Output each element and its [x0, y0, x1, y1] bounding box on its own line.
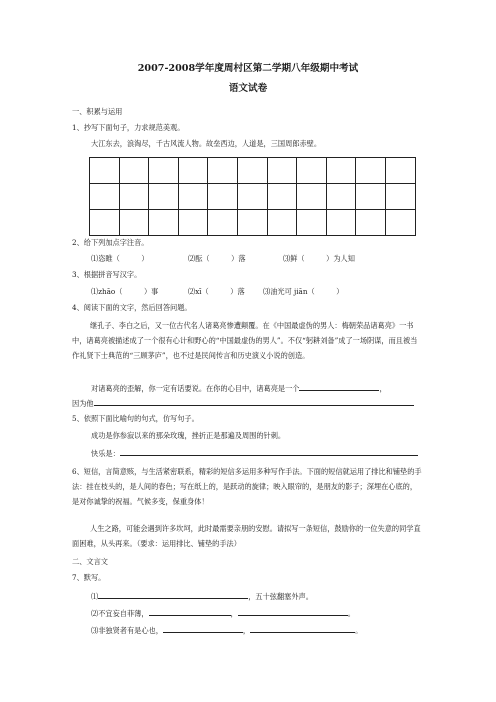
exam-title: 2007-2008学年度周村区第二学期八年级期中考试: [137, 63, 359, 74]
q5-fill: [91, 448, 418, 458]
q3-prompt: 3、根据拼音写汉字。: [72, 270, 142, 279]
q7-line-3: [91, 625, 362, 635]
q4-because: [72, 398, 414, 408]
copy-grid-cell[interactable]: [385, 210, 415, 236]
q2-item-3: ⑶鲜（ ）为人知: [283, 254, 355, 263]
copy-grid-cell[interactable]: [267, 210, 297, 236]
copy-grid-cell[interactable]: [385, 158, 415, 184]
q3-item-1: ⑴zhāo（ ）事: [91, 287, 159, 296]
copy-grid-row: [90, 184, 416, 210]
q7-line-1: [91, 591, 313, 601]
copy-grid-cell[interactable]: [119, 184, 149, 210]
q6-prompt: 6、短信，言简意赅，与生活紧密联系，精彩的短信多运用多种写作手法。下面的短信就运用了排比和铺垫的手法：挂在枝头的，是人间的春色；写在纸上的，是跃动的旋律；映入眼帘的，是朋友的影子；深埋在心底的，是对你诚挚的祝福。气候多变，保重身体！: [72, 467, 422, 506]
q7-line-3-start: ⑶非独贤者有是心也，: [91, 626, 163, 635]
q7-blank-1[interactable]: [98, 591, 248, 599]
q5-example: 成功是你参寂以来的那朵玫瑰，挫折正是那遍及周围的针刺。: [91, 431, 286, 440]
q2-item-2: ⑵酝（ ）落: [188, 254, 246, 263]
q7-line-2: [91, 608, 355, 618]
q4-question-text: 对诸葛亮的歪解，你一定有话要说。在你的心目中，诸葛亮是一个: [91, 384, 300, 393]
q5-fill-label: 快乐是：: [91, 449, 120, 458]
q7-line-2-period: 。: [347, 609, 355, 618]
copy-grid-cell[interactable]: [237, 184, 267, 210]
copy-grid-cell[interactable]: [90, 158, 120, 184]
copy-grid-row: [90, 158, 416, 184]
exam-subtitle: 语文试卷: [228, 83, 268, 94]
copy-grid-cell[interactable]: [178, 158, 208, 184]
q7-line-1-num: ⑴: [91, 592, 99, 601]
q4-because-text: 因为他: [72, 399, 94, 408]
q7-line-2-start: ⑵不宜妄自菲薄，: [91, 609, 149, 618]
q7-line-1-end: ，五十弦翻塞外声。: [248, 592, 313, 601]
q7-line-2-comma: ，: [230, 609, 238, 618]
q1-prompt: 1、抄写下面句子，力求规范美观。: [72, 123, 185, 132]
q3-item-3: ⑶油光可 jiān（ ）: [263, 287, 344, 296]
section-heading-2: 二、文言文: [72, 557, 108, 566]
copy-grid-cell[interactable]: [297, 210, 327, 236]
copy-grid-cell[interactable]: [326, 210, 356, 236]
copy-grid-cell[interactable]: [178, 210, 208, 236]
copy-grid-cell[interactable]: [119, 210, 149, 236]
q7-line-3-comma: ，: [242, 626, 251, 635]
copy-grid-cell[interactable]: [237, 158, 267, 184]
copy-grid-cell[interactable]: [356, 184, 386, 210]
copy-grid-cell[interactable]: [149, 184, 179, 210]
q2-item-1: ⑴恣睢（ ）: [91, 254, 149, 263]
copy-grid-cell[interactable]: [237, 210, 267, 236]
q7-blank-3a[interactable]: [163, 625, 243, 633]
copy-grid-cell[interactable]: [90, 210, 120, 236]
q4-prompt: 4、阅读下面的文字，然后回答问题。: [72, 303, 192, 312]
copy-grid-cell[interactable]: [208, 158, 238, 184]
q7-blank-2b[interactable]: [238, 608, 348, 616]
copy-grid-cell[interactable]: [267, 184, 297, 210]
copy-grid-cell[interactable]: [149, 210, 179, 236]
copy-grid-cell[interactable]: [297, 158, 327, 184]
copy-grid-cell[interactable]: [208, 210, 238, 236]
q7-blank-3b[interactable]: [250, 625, 355, 633]
q2-prompt: 2、给下列加点字注音。: [72, 238, 149, 247]
copy-grid-cell[interactable]: [90, 184, 120, 210]
q7-prompt: 7、默写。: [72, 573, 106, 582]
q7-blank-2a[interactable]: [149, 608, 231, 616]
copy-grid-row: [90, 210, 416, 236]
q4-because-blank[interactable]: [94, 398, 414, 406]
q4-question: [91, 383, 387, 393]
copy-grid-cell[interactable]: [326, 158, 356, 184]
q4-passage: 继孔子、李白之后，又一位古代名人诸葛亮惨遭颠覆。在《中国最虚伪的男人：梅朝荣品诸葛亮》一书中，诸葛亮被描述成了一个很有心计和野心的“中国最虚伪的男人”。不仅“躬耕刘备”成了一场阴谋，而且被当作礼贤下士典范的“三顾茅庐”，也不过是民间传言和历史演义小说的创造。: [72, 321, 418, 360]
q5-prompt: 5、依照下面比喻句的句式，仿写句子。: [72, 414, 199, 423]
copy-grid-cell[interactable]: [208, 184, 238, 210]
q6-task: 人生之路，可能会遇到许多坎坷，此时最需要亲朋的安慰。请拟写一条短信，鼓励你的一位失意的同学直面困难，从头再来。（要求：运用排比、铺垫的手法）: [72, 524, 421, 548]
copy-grid-cell[interactable]: [356, 210, 386, 236]
q3-item-2: ⑵xī（ ）落: [188, 287, 245, 296]
copy-grid-cell[interactable]: [267, 158, 297, 184]
copy-grid-cell[interactable]: [119, 158, 149, 184]
section-heading-1: 一、积累与运用: [72, 107, 123, 116]
copy-grid-cell[interactable]: [326, 184, 356, 210]
copy-grid-cell[interactable]: [178, 184, 208, 210]
copy-grid: [89, 157, 416, 236]
q5-answer-blank[interactable]: [120, 448, 418, 456]
copy-grid-cell[interactable]: [297, 184, 327, 210]
copy-grid-cell[interactable]: [385, 184, 415, 210]
q7-line-3-period: 。: [355, 626, 363, 635]
q1-text: 大江东去，浪淘尽，千古风流人物。故垒西边，人道是，三国周郎赤壁。: [91, 139, 322, 148]
q4-comma: ，: [379, 384, 387, 393]
copy-grid-cell[interactable]: [149, 158, 179, 184]
q4-answer-blank[interactable]: [299, 383, 379, 391]
copy-grid-cell[interactable]: [356, 158, 386, 184]
